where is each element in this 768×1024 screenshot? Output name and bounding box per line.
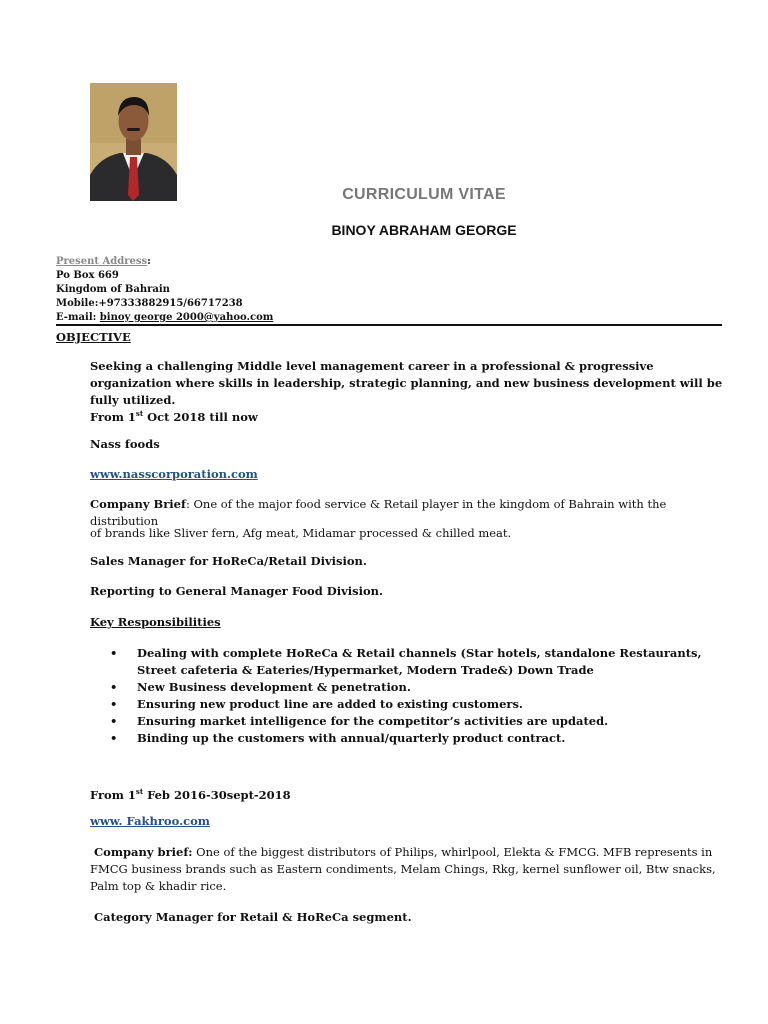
list-item: • Ensuring new product line are added to existing customers. (110, 697, 523, 711)
address-label-line: Present Address: (56, 256, 151, 267)
mobile: Mobile:+97333882915/66717238 (56, 298, 243, 309)
cv-title: CURRICULUM VITAE (342, 186, 506, 203)
po-box: Po Box 669 (56, 270, 119, 281)
job1-period: From 1st Oct 2018 till now (90, 409, 258, 424)
job1-brief-text: : One of the major food service & Retail player in the kingdom of Bahrain with the distribution (90, 497, 667, 528)
job2-website-link[interactable]: www. Fakhroo.com (90, 814, 210, 828)
job2-brief-text: One of the biggest distributors of Philips, whirlpool, Elekta & FMCG. MFB represents in FMCG business brands such as Eastern condiments, Melam Chings, Rkg, kernel sunflower oil, Btw snacks, Palm top & khadir rice. (90, 845, 716, 893)
objective-text: Seeking a challenging Middle level management career in a professional & progressive organization where skills in leadership, strategic planning, and new business development will be fully utilized. (90, 359, 723, 407)
job2-brief (90, 844, 720, 895)
responsibilities-list (110, 645, 730, 747)
list-item: • Dealing with complete HoReCa & Retail channels (Star hotels, standalone Restaurants, Street cafeteria & Eateries/Hypermarket, Modern Trade&) Down Trade (110, 646, 702, 677)
email-label: E-mail: (56, 312, 100, 323)
job1-brief-label: Company Brief (90, 497, 186, 511)
email-link[interactable]: binoy george 2000@yahoo.com (99, 312, 274, 323)
job1-role: Sales Manager for HoReCa/Retail Division. (90, 554, 367, 568)
address-label: Present Address (56, 256, 148, 267)
job2-brief-label: Company brief: (94, 845, 193, 859)
list-item: • New Business development & penetration. (110, 680, 411, 694)
candidate-name: BINOY ABRAHAM GEORGE (331, 222, 517, 238)
job1-resp-heading: Key Responsibilities (90, 615, 221, 629)
job1-brief-text2: of brands like Sliver fern, Afg meat, Midamar processed & chilled meat. (90, 526, 512, 540)
profile-photo (90, 83, 177, 201)
divider (56, 324, 722, 326)
country: Kingdom of Bahrain (56, 284, 170, 295)
job1-website-link[interactable]: www.nasscorporation.com (90, 467, 258, 481)
objective-heading: OBJECTIVE (56, 330, 131, 344)
job1-reporting: Reporting to General Manager Food Division. (90, 584, 384, 598)
list-item: • Ensuring market intelligence for the competitor’s activities are updated. (110, 714, 609, 728)
list-item: • Binding up the customers with annual/quarterly product contract. (110, 731, 566, 745)
job2-role: Category Manager for Retail & HoReCa segment. (94, 910, 412, 924)
job1-company: Nass foods (90, 437, 160, 451)
email-line (56, 311, 273, 325)
job2-period: From 1st Feb 2016-30sept-2018 (90, 787, 291, 802)
